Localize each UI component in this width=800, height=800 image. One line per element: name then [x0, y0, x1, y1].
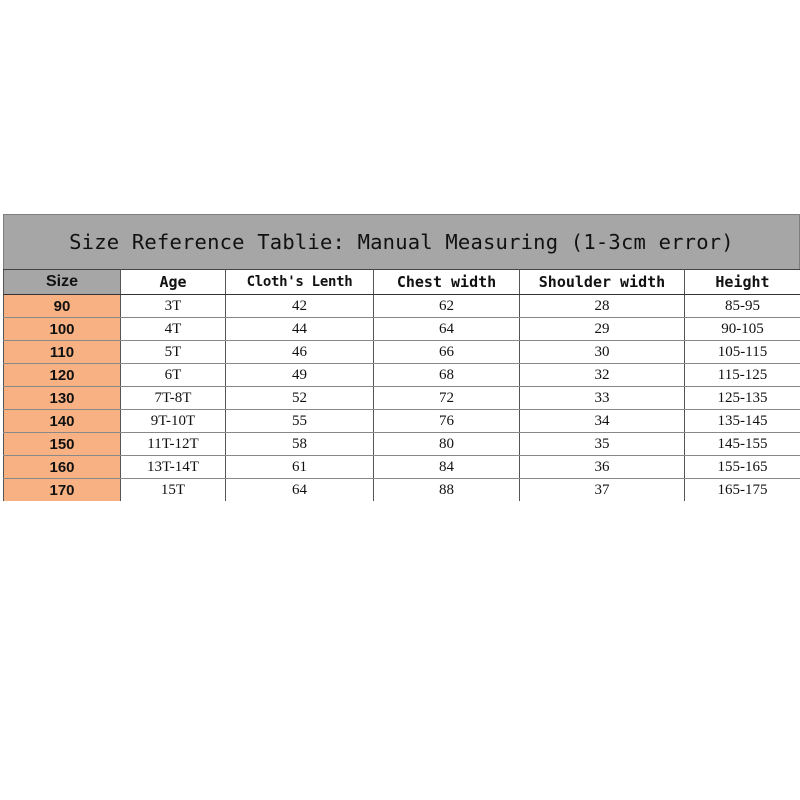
- height-cell: 105-115: [685, 341, 800, 364]
- age-cell: 7T-8T: [121, 387, 226, 410]
- chest-width-cell: 84: [374, 456, 520, 479]
- chest-width-cell: 68: [374, 364, 520, 387]
- age-cell: 13T-14T: [121, 456, 226, 479]
- age-cell: 4T: [121, 318, 226, 341]
- shoulder-width-cell: 36: [520, 456, 685, 479]
- chest-width-cell: 80: [374, 433, 520, 456]
- cloth-length-cell: 42: [226, 295, 374, 318]
- chest-width-cell: 76: [374, 410, 520, 433]
- size-chart: [3, 214, 800, 501]
- size-cell: 130: [4, 387, 121, 410]
- chest-width-cell: 72: [374, 387, 520, 410]
- table-row: [4, 433, 800, 456]
- height-cell: 155-165: [685, 456, 800, 479]
- table-row: [4, 410, 800, 433]
- shoulder-width-cell: 29: [520, 318, 685, 341]
- size-cell: 160: [4, 456, 121, 479]
- size-cell: 170: [4, 479, 121, 502]
- age-cell: 5T: [121, 341, 226, 364]
- age-cell: 15T: [121, 479, 226, 502]
- table-row: [4, 479, 800, 502]
- size-cell: 140: [4, 410, 121, 433]
- table-row: [4, 387, 800, 410]
- shoulder-width-cell: 32: [520, 364, 685, 387]
- size-cell: 120: [4, 364, 121, 387]
- height-cell: 125-135: [685, 387, 800, 410]
- shoulder-width-cell: 37: [520, 479, 685, 502]
- size-cell: 110: [4, 341, 121, 364]
- header-row: [4, 270, 800, 295]
- cloth-length-cell: 52: [226, 387, 374, 410]
- size-table: [3, 269, 800, 501]
- age-cell: 9T-10T: [121, 410, 226, 433]
- table-row: [4, 318, 800, 341]
- shoulder-width-cell: 28: [520, 295, 685, 318]
- column-header-size: Size: [4, 270, 121, 295]
- age-cell: 6T: [121, 364, 226, 387]
- shoulder-width-cell: 33: [520, 387, 685, 410]
- table-row: [4, 341, 800, 364]
- column-header-shoulder-width: Shoulder width: [520, 270, 685, 295]
- cloth-length-cell: 55: [226, 410, 374, 433]
- shoulder-width-cell: 34: [520, 410, 685, 433]
- chart-title: Size Reference Tablie: Manual Measuring (1-3cm error): [3, 214, 800, 269]
- height-cell: 90-105: [685, 318, 800, 341]
- height-cell: 115-125: [685, 364, 800, 387]
- height-cell: 135-145: [685, 410, 800, 433]
- cloth-length-cell: 44: [226, 318, 374, 341]
- column-header-height: Height: [685, 270, 800, 295]
- cloth-length-cell: 64: [226, 479, 374, 502]
- cloth-length-cell: 61: [226, 456, 374, 479]
- size-cell: 100: [4, 318, 121, 341]
- height-cell: 145-155: [685, 433, 800, 456]
- table-row: [4, 364, 800, 387]
- height-cell: 165-175: [685, 479, 800, 502]
- column-header-age: Age: [121, 270, 226, 295]
- cloth-length-cell: 46: [226, 341, 374, 364]
- size-cell: 90: [4, 295, 121, 318]
- chest-width-cell: 66: [374, 341, 520, 364]
- shoulder-width-cell: 30: [520, 341, 685, 364]
- cloth-length-cell: 58: [226, 433, 374, 456]
- table-row: [4, 295, 800, 318]
- chest-width-cell: 88: [374, 479, 520, 502]
- chest-width-cell: 64: [374, 318, 520, 341]
- age-cell: 11T-12T: [121, 433, 226, 456]
- age-cell: 3T: [121, 295, 226, 318]
- column-header-chest-width: Chest width: [374, 270, 520, 295]
- table-row: [4, 456, 800, 479]
- column-header-cloth-length: Cloth's Lenth: [226, 270, 374, 295]
- cloth-length-cell: 49: [226, 364, 374, 387]
- size-cell: 150: [4, 433, 121, 456]
- chest-width-cell: 62: [374, 295, 520, 318]
- height-cell: 85-95: [685, 295, 800, 318]
- shoulder-width-cell: 35: [520, 433, 685, 456]
